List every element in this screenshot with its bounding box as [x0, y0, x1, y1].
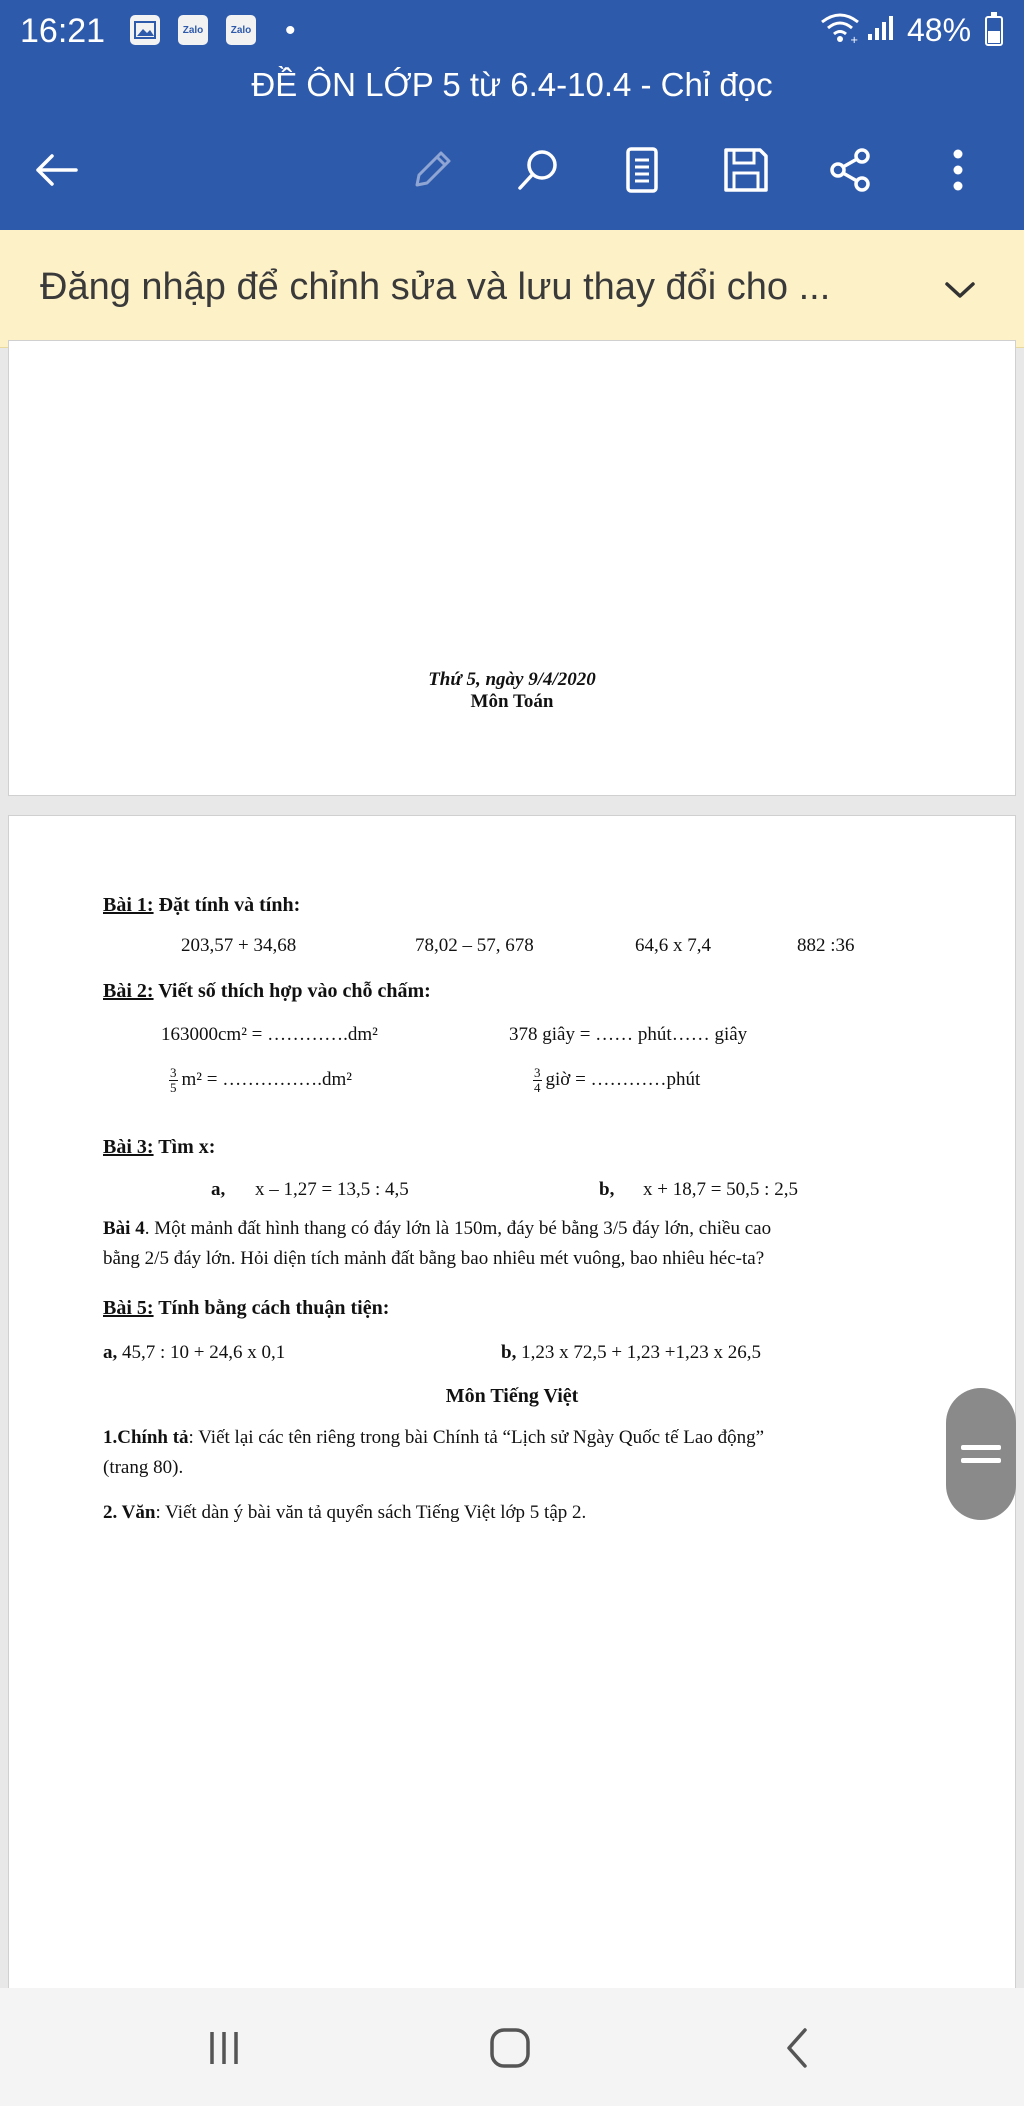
bai2-item-1: 163000cm² = ………….dm² [161, 1024, 378, 1045]
recent-apps-icon[interactable] [184, 2008, 264, 2088]
bai5-label: Bài 5: [103, 1297, 154, 1319]
reading-view-icon[interactable] [612, 140, 672, 200]
chinh-ta-label: 1.Chính tả [103, 1427, 189, 1448]
bai2-item-3: $\frac{3}{5}$ m² = …………….dm² [170, 1065, 352, 1095]
bai1-expression-1: 203,57 + 34,68 [181, 935, 297, 956]
scroll-handle[interactable] [946, 1388, 1016, 1520]
home-icon[interactable] [470, 2008, 550, 2088]
bai4-line-2: bằng 2/5 đáy lớn. Hỏi diện tích mảnh đất bằng bao nhiêu mét vuông, bao nhiêu héc-ta? [103, 1248, 765, 1269]
van-line: 2. Văn: Viết dàn ý bài văn tả quyển sách Tiếng Việt lớp 5 tập 2. [103, 1502, 587, 1523]
battery-percent: 48% [907, 12, 972, 48]
back-icon[interactable] [758, 2008, 838, 2088]
share-icon[interactable] [820, 140, 880, 200]
tieng-viet-heading: Môn Tiếng Việt [445, 1385, 579, 1407]
bai2-title: Viết số thích hợp vào chỗ chấm: [153, 980, 431, 1002]
bai2-item-4: $\frac{3}{4}$ giờ = …………phút [534, 1065, 701, 1095]
document-title: ĐỀ ÔN LỚP 5 từ 6.4-10.4 - Chỉ đọc [251, 66, 773, 103]
bai1-expression-4: 882 :36 [797, 935, 855, 956]
bai2-label: Bài 2: [103, 980, 154, 1002]
document-page-2 [8, 815, 1016, 1990]
signal-icon [868, 16, 893, 40]
bai4-line-1: Bài 4. Một mảnh đất hình thang có đáy lớn là 150m, đáy bé bằng 3/5 đáy lớn, chiều cao [103, 1218, 772, 1239]
edit-pen-icon[interactable] [402, 140, 462, 200]
bai2-heading [103, 980, 431, 1003]
bai3-label: Bài 3: [103, 1136, 154, 1158]
bai1-expression-3: 64,6 x 7,4 [635, 935, 711, 956]
page-subject-heading: Môn Toán [470, 691, 554, 712]
bai5-title: Tính bằng cách thuận tiện: [153, 1297, 390, 1319]
status-time: 16:21 [20, 12, 106, 50]
zalo-icon: Zalo [226, 15, 256, 45]
bai3-b-expression: x + 18,7 = 50,5 : 2,5 [643, 1179, 798, 1200]
battery-icon [985, 16, 1003, 46]
more-options-icon[interactable] [928, 140, 988, 200]
signin-banner[interactable] [0, 230, 1024, 348]
svg-text:+: + [850, 35, 859, 44]
bai1-heading [103, 894, 300, 917]
app-header [0, 0, 1024, 230]
bai3-a-expression: x – 1,27 = 13,5 : 4,5 [255, 1179, 409, 1200]
bai3-heading [103, 1136, 215, 1159]
bai1-title: Đặt tính và tính: [153, 894, 301, 916]
bai1-label: Bài 1: [103, 894, 154, 916]
search-icon[interactable] [508, 140, 568, 200]
chevron-down-icon[interactable] [930, 260, 990, 320]
bai5-heading [103, 1297, 389, 1320]
wifi-icon [818, 12, 862, 49]
document-page-1 [8, 340, 1016, 796]
gallery-icon [130, 15, 160, 45]
back-arrow-icon[interactable] [26, 140, 86, 200]
status-dot: • [285, 14, 296, 47]
banner-text: Đăng nhập để chỉnh sửa và lưu thay đổi cho ... [40, 266, 831, 308]
navigation-bar [0, 1988, 1024, 2106]
bai3-b-label: b, [599, 1179, 615, 1200]
bai1-expression-2: 78,02 – 57, 678 [415, 935, 534, 956]
bai3-a-label: a, [211, 1179, 226, 1200]
bai3-title: Tìm x: [153, 1136, 216, 1158]
van-label: 2. Văn [103, 1502, 156, 1523]
fraction: $\frac{3}{4}$ [534, 1065, 541, 1095]
fraction: $\frac{3}{5}$ [170, 1065, 177, 1095]
status-bar [0, 0, 1024, 62]
chinh-ta-line-1: 1.Chính tả: Viết lại các tên riêng trong bài Chính tả “Lịch sử Ngày Quốc tế Lao động” [103, 1427, 764, 1448]
zalo-icon: Zalo [178, 15, 208, 45]
page-date: Thứ 5, ngày 9/4/2020 [428, 669, 596, 690]
chinh-ta-line-2: (trang 80). [103, 1457, 184, 1478]
bai5-a: a, 45,7 : 10 + 24,6 x 0,1 [103, 1342, 286, 1363]
bai4-label: Bài 4 [103, 1218, 145, 1239]
bai2-item-2: 378 giây = …… phút…… giây [509, 1024, 748, 1045]
bai5-b: b, 1,23 x 72,5 + 1,23 +1,23 x 26,5 [501, 1342, 762, 1363]
save-icon[interactable] [716, 140, 776, 200]
